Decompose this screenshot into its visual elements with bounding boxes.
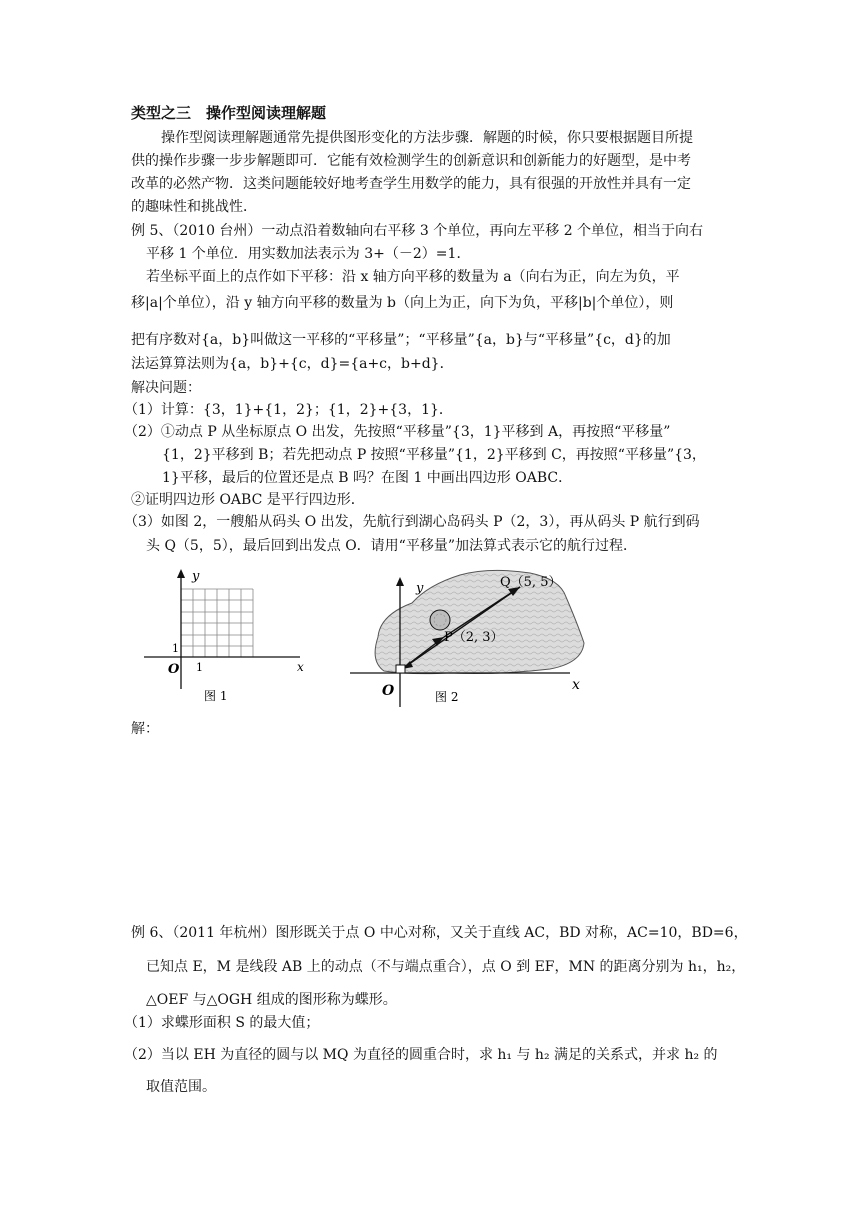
ex6-line-2: 已知点 E，M 是线段 AB 上的动点（不与端点重合），点 O 到 EF，MN 的距离分别为 h₁，h₂， <box>146 959 746 975</box>
ex5-line-12: ②证明四边形 OABC 是平行四边形． <box>131 492 365 508</box>
ex5-line-10: {1，2}平移到 B；若先把动点 P 按照“平移量”{1，2}平移到 C，再按照“平移量”{3， <box>162 447 706 463</box>
ex5-line-14: 头 Q（5，5），最后回到出发点 O．请用“平移量”加法算式表示它的航行过程． <box>146 538 637 554</box>
intro-line-2: 供的操作步骤一步步解题即可．它能有效检测学生的创新意识和创新能力的好题型，是中考 <box>131 153 691 169</box>
ex6-line-5: （2）当以 EH 为直径的圆与以 MQ 为直径的圆重合时，求 h₁ 与 h₂ 满足的关系式，并求 h₂ 的 <box>124 1047 718 1063</box>
figure-2 <box>340 565 600 710</box>
ex5-line-7: 解决问题： <box>131 380 201 396</box>
ex5-line-2: 平移 1 个单位．用实数加法表示为 3+（－2）=1． <box>146 246 471 262</box>
ex6-line-4: （1）求蝶形面积 S 的最大值； <box>124 1015 320 1031</box>
figure-1-tick-x: 1 <box>196 661 203 674</box>
figure-2-x-label: x <box>572 677 580 693</box>
ex5-line-4: 移|a|个单位），沿 y 轴方向平移的数量为 b（向上为正，向下为负，平移|b|个单位），则 <box>131 295 674 311</box>
figure-1-tick-y: 1 <box>172 642 179 655</box>
section-title: 类型之三 操作型阅读理解题 <box>131 104 327 122</box>
ex5-line-5: 把有序数对{a，b}叫做这一平移的“平移量”；“平移量”{a，b}与“平移量”{c，d}的加 <box>131 332 671 348</box>
ex5-line-3: 若坐标平面上的点作如下平移：沿 x 轴方向平移的数量为 a（向右为正，向左为负，平 <box>146 269 680 285</box>
ex5-line-1: 例 5、（2010 台州）一动点沿着数轴向右平移 3 个单位，再向左平移 2 个单位，相当于向右 <box>131 223 704 239</box>
ex6-line-1: 例 6、（2011 年杭州）图形既关于点 O 中心对称，又关于直线 AC，BD 对称，AC=10，BD=6， <box>131 925 748 941</box>
dock-icon <box>396 665 405 673</box>
island-icon <box>430 610 450 630</box>
ex6-line-3: △OEF 与△OGH 组成的图形称为蝶形。 <box>146 992 397 1008</box>
figure-1-origin-label: O <box>168 662 180 677</box>
figure-2-caption: 图 2 <box>435 690 459 704</box>
figure-2-y-arrow-icon <box>396 577 404 586</box>
figure-1-x-label: x <box>297 660 304 674</box>
intro-line-1: 操作型阅读理解题通常先提供图形变化的方法步骤．解题的时候，你只要根据题目所提 <box>161 130 693 146</box>
ex5-line-8: （1）计算：{3，1}+{1，2}；{1，2}+{3，1}． <box>124 402 453 418</box>
point-p-label: P（2, 3） <box>444 630 504 645</box>
ex5-line-9: （2）①动点 P 从坐标原点 O 出发，先按照“平移量”{3，1}平移到 A，再按照“平移量” <box>124 424 671 440</box>
ex6-line-6: 取值范围。 <box>146 1079 216 1095</box>
intro-line-3: 改革的必然产物．这类问题能较好地考查学生用数学的能力，具有很强的开放性并具有一定 <box>131 176 691 192</box>
figure-1-caption: 图 1 <box>204 689 228 703</box>
ex5-line-13: （3）如图 2，一艘船从码头 O 出发，先航行到湖心岛码头 P（2，3），再从码头 P 航行到码 <box>124 514 700 530</box>
figure-2-origin-label: O <box>382 683 395 699</box>
figure-1-y-label: y <box>192 569 200 584</box>
figure-2-y-label: y <box>416 581 424 596</box>
answer-label: 解： <box>131 721 159 737</box>
ex5-line-6: 法运算算法则为{a，b}+{c，d}={a+c，b+d}． <box>131 356 454 372</box>
ex5-line-11: 1}平移，最后的位置还是点 B 吗？在图 1 中画出四边形 OABC． <box>162 470 573 486</box>
point-q-label: Q（5, 5） <box>500 575 562 590</box>
figure-1-y-arrow-icon <box>177 569 185 578</box>
intro-line-4: 的趣味性和挑战性． <box>131 199 257 215</box>
figure-1-grid <box>181 589 253 657</box>
figure-1 <box>140 565 310 705</box>
